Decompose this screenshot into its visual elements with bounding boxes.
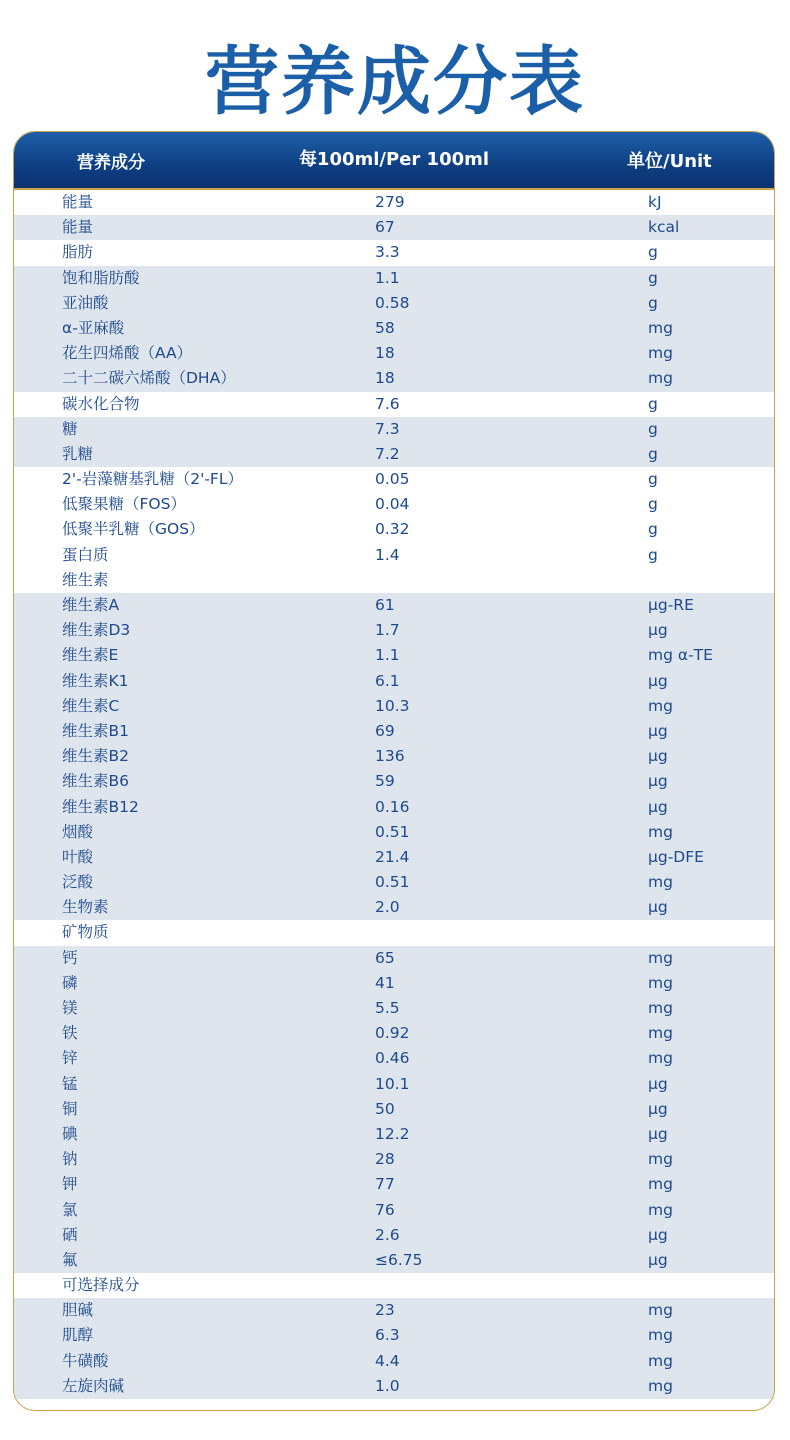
- nutrient-unit: μg: [648, 671, 668, 690]
- nutrient-value: 1.1: [375, 268, 400, 287]
- nutrient-name: 钾: [62, 1175, 78, 1194]
- nutrient-value: 18: [375, 369, 395, 388]
- nutrient-name: 能量: [62, 193, 94, 211]
- table-row: [14, 870, 774, 895]
- nutrient-unit: g: [648, 520, 658, 539]
- nutrient-unit: μg-RE: [648, 596, 694, 614]
- nutrient-unit: mg: [648, 1024, 673, 1043]
- nutrient-unit: μg: [648, 1074, 668, 1093]
- nutrient-value: 1.0: [375, 1376, 400, 1395]
- nutrient-value: 5.5: [375, 999, 400, 1017]
- nutrient-unit: mg α-TE: [648, 646, 713, 665]
- nutrient-name: 氯: [62, 1200, 78, 1219]
- table-row: [14, 769, 774, 794]
- nutrient-value: 0.51: [375, 822, 410, 841]
- table-row: [14, 643, 774, 668]
- nutrient-name: 生物素: [62, 898, 109, 917]
- table-row: [14, 1298, 774, 1323]
- nutrient-value: 21.4: [375, 847, 410, 866]
- table-row: [14, 1323, 774, 1348]
- header-per-100ml: 每100ml/Per 100ml: [298, 149, 490, 170]
- table-row: [14, 1097, 774, 1122]
- nutrient-unit: mg: [648, 344, 673, 363]
- nutrient-unit: μg: [648, 1124, 668, 1143]
- table-row: [14, 1072, 774, 1097]
- table-row: [14, 266, 774, 291]
- nutrient-value: 0.51: [375, 873, 410, 892]
- nutrient-name: 亚油酸: [62, 293, 109, 312]
- nutrient-name: 二十二碳六烯酸（DHA）: [62, 369, 236, 388]
- nutrient-name: 维生素: [62, 570, 109, 589]
- header-name: 营养成分: [77, 152, 145, 173]
- table-header: [14, 132, 774, 190]
- nutrient-name: 牛磺酸: [62, 1351, 109, 1370]
- nutrient-name: 维生素B12: [62, 797, 139, 816]
- table-row: [14, 1122, 774, 1147]
- nutrient-name: 烟酸: [62, 822, 94, 841]
- table-row: [14, 1021, 774, 1046]
- nutrient-name: 维生素A: [62, 596, 120, 614]
- table-row: [14, 240, 774, 265]
- nutrient-value: 18: [375, 344, 395, 363]
- nutrient-unit: kJ: [648, 193, 662, 211]
- nutrient-value: 61: [375, 596, 395, 614]
- table-row: [14, 543, 774, 568]
- nutrient-name: 维生素C: [62, 696, 120, 715]
- nutrient-value: 69: [375, 721, 395, 740]
- nutrient-name: 可选择成分: [62, 1276, 140, 1295]
- nutrient-name: 镁: [62, 999, 78, 1017]
- table-row: [14, 1349, 774, 1374]
- table-row: [14, 1046, 774, 1071]
- nutrient-unit: μg: [648, 1099, 668, 1118]
- nutrient-unit: mg: [648, 999, 673, 1017]
- table-row: [14, 1198, 774, 1223]
- nutrient-name: 硒: [62, 1225, 78, 1244]
- nutrient-value: 12.2: [375, 1124, 410, 1143]
- table-row: [14, 946, 774, 971]
- table-row: [14, 392, 774, 417]
- nutrient-unit: kcal: [648, 218, 680, 237]
- nutrient-name: 碳水化合物: [62, 394, 140, 413]
- table-row: [14, 795, 774, 820]
- nutrient-unit: μg: [648, 797, 668, 816]
- nutrient-unit: mg: [648, 1376, 673, 1395]
- nutrient-value: 77: [375, 1175, 395, 1194]
- header-unit: 单位/Unit: [627, 151, 712, 172]
- table-row: [14, 190, 774, 215]
- table-row: [14, 341, 774, 366]
- nutrient-name: 蛋白质: [62, 545, 109, 564]
- nutrient-value: 0.05: [375, 470, 410, 489]
- nutrient-name: 泛酸: [62, 873, 94, 892]
- nutrient-unit: mg: [648, 973, 673, 992]
- table-row: [14, 291, 774, 316]
- nutrient-name: 叶酸: [62, 847, 94, 866]
- nutrient-unit: mg: [648, 1049, 673, 1068]
- nutrient-value: 6.3: [375, 1326, 400, 1345]
- nutrient-name: 锌: [62, 1049, 78, 1068]
- nutrient-value: 1.7: [375, 621, 400, 640]
- table-row: [14, 1273, 774, 1298]
- nutrient-unit: mg: [648, 948, 673, 967]
- nutrient-unit: μg-DFE: [648, 847, 704, 866]
- table-row: [14, 971, 774, 996]
- table-row: [14, 1147, 774, 1172]
- nutrient-value: 7.3: [375, 419, 400, 438]
- nutrient-name: 低聚果糖（FOS）: [62, 495, 186, 514]
- nutrient-value: 0.04: [375, 495, 410, 514]
- nutrient-name: 肌醇: [62, 1326, 94, 1345]
- nutrient-value: 28: [375, 1150, 395, 1169]
- nutrient-name: 维生素D3: [62, 621, 131, 640]
- nutrient-unit: μg: [648, 1225, 668, 1244]
- nutrient-name: 矿物质: [62, 923, 109, 942]
- nutrition-table: [13, 131, 775, 1411]
- nutrient-name: 2'-岩藻糖基乳糖（2'-FL）: [62, 470, 243, 489]
- nutrient-unit: g: [648, 394, 658, 413]
- nutrient-unit: μg: [648, 621, 668, 640]
- nutrient-name: 胆碱: [62, 1301, 94, 1320]
- table-row: [14, 744, 774, 769]
- nutrient-value: 41: [375, 973, 395, 992]
- nutrient-name: 维生素B2: [62, 747, 129, 766]
- nutrient-value: 58: [375, 318, 395, 337]
- nutrient-value: ≤6.75: [375, 1250, 423, 1269]
- nutrient-unit: mg: [648, 318, 673, 337]
- table-row: [14, 442, 774, 467]
- nutrient-unit: g: [648, 419, 658, 438]
- nutrient-value: 2.6: [375, 1225, 400, 1244]
- nutrient-unit: mg: [648, 1150, 673, 1169]
- nutrient-name: 脂肪: [62, 243, 94, 262]
- nutrient-name: 铜: [62, 1099, 78, 1118]
- nutrient-name: 糖: [62, 419, 78, 438]
- nutrient-value: 76: [375, 1200, 395, 1219]
- nutrient-value: 0.16: [375, 797, 410, 816]
- nutrient-unit: mg: [648, 822, 673, 841]
- table-row: [14, 920, 774, 945]
- nutrient-name: 维生素B6: [62, 772, 129, 791]
- table-body: [14, 190, 774, 1399]
- nutrient-name: 维生素B1: [62, 721, 129, 740]
- nutrient-value: 279: [375, 193, 405, 211]
- nutrient-name: 乳糖: [62, 444, 94, 463]
- table-row: [14, 568, 774, 593]
- nutrient-name: α-亚麻酸: [62, 318, 125, 337]
- nutrient-unit: mg: [648, 369, 673, 388]
- table-row: [14, 820, 774, 845]
- nutrient-value: 3.3: [375, 243, 400, 262]
- table-row: [14, 719, 774, 744]
- nutrient-unit: g: [648, 444, 658, 463]
- table-row: [14, 593, 774, 618]
- nutrient-value: 59: [375, 772, 395, 791]
- nutrient-unit: μg: [648, 747, 668, 766]
- nutrient-name: 能量: [62, 218, 94, 237]
- nutrient-unit: μg: [648, 898, 668, 917]
- table-row: [14, 492, 774, 517]
- nutrient-name: 左旋肉碱: [62, 1376, 125, 1395]
- nutrient-value: 4.4: [375, 1351, 400, 1370]
- nutrient-unit: mg: [648, 1200, 673, 1219]
- nutrient-name: 维生素E: [62, 646, 119, 665]
- nutrient-unit: μg: [648, 1250, 668, 1269]
- nutrient-name: 维生素K1: [62, 671, 129, 690]
- nutrient-name: 氟: [62, 1250, 78, 1269]
- nutrient-unit: g: [648, 545, 658, 564]
- nutrient-name: 钙: [62, 948, 78, 967]
- nutrient-unit: g: [648, 268, 658, 287]
- table-row: [14, 316, 774, 341]
- nutrient-unit: μg: [648, 772, 668, 791]
- nutrient-value: 0.58: [375, 293, 410, 312]
- table-row: [14, 1248, 774, 1273]
- nutrient-value: 136: [375, 747, 405, 766]
- nutrient-value: 0.92: [375, 1024, 410, 1043]
- nutrient-unit: g: [648, 470, 658, 489]
- nutrient-unit: mg: [648, 1351, 673, 1370]
- table-row: [14, 694, 774, 719]
- nutrient-name: 铁: [62, 1024, 78, 1043]
- nutrient-unit: mg: [648, 1175, 673, 1194]
- nutrient-name: 低聚半乳糖（GOS）: [62, 520, 205, 539]
- nutrient-unit: g: [648, 243, 658, 262]
- nutrient-value: 1.1: [375, 646, 400, 665]
- nutrient-value: 1.4: [375, 545, 400, 564]
- nutrient-value: 0.32: [375, 520, 410, 539]
- table-row: [14, 669, 774, 694]
- nutrient-name: 钠: [62, 1150, 78, 1169]
- table-row: [14, 517, 774, 542]
- nutrient-name: 饱和脂肪酸: [62, 268, 140, 287]
- table-row: [14, 895, 774, 920]
- table-row: [14, 417, 774, 442]
- table-row: [14, 366, 774, 391]
- nutrient-value: 50: [375, 1099, 395, 1118]
- nutrient-unit: g: [648, 293, 658, 312]
- table-row: [14, 1223, 774, 1248]
- nutrient-value: 6.1: [375, 671, 400, 690]
- nutrient-unit: mg: [648, 1301, 673, 1320]
- nutrient-name: 花生四烯酸（AA）: [62, 344, 193, 363]
- table-row: [14, 845, 774, 870]
- table-row: [14, 1374, 774, 1399]
- table-row: [14, 618, 774, 643]
- nutrient-value: 7.2: [375, 444, 400, 463]
- table-row: [14, 215, 774, 240]
- nutrient-value: 10.3: [375, 696, 410, 715]
- nutrient-value: 0.46: [375, 1049, 410, 1068]
- nutrient-unit: g: [648, 495, 658, 514]
- nutrient-name: 磷: [62, 973, 78, 992]
- table-row: [14, 1172, 774, 1197]
- nutrient-value: 67: [375, 218, 395, 237]
- nutrient-unit: mg: [648, 696, 673, 715]
- nutrient-value: 65: [375, 948, 395, 967]
- page-title: 营养成分表: [205, 39, 585, 125]
- nutrient-value: 23: [375, 1301, 395, 1320]
- nutrient-value: 2.0: [375, 898, 400, 917]
- nutrient-unit: mg: [648, 1326, 673, 1345]
- table-row: [14, 996, 774, 1021]
- nutrient-unit: mg: [648, 873, 673, 892]
- nutrient-unit: μg: [648, 721, 668, 740]
- nutrient-name: 碘: [62, 1124, 78, 1143]
- nutrient-name: 锰: [62, 1074, 78, 1093]
- nutrient-value: 10.1: [375, 1074, 410, 1093]
- table-row: [14, 467, 774, 492]
- nutrient-value: 7.6: [375, 394, 400, 413]
